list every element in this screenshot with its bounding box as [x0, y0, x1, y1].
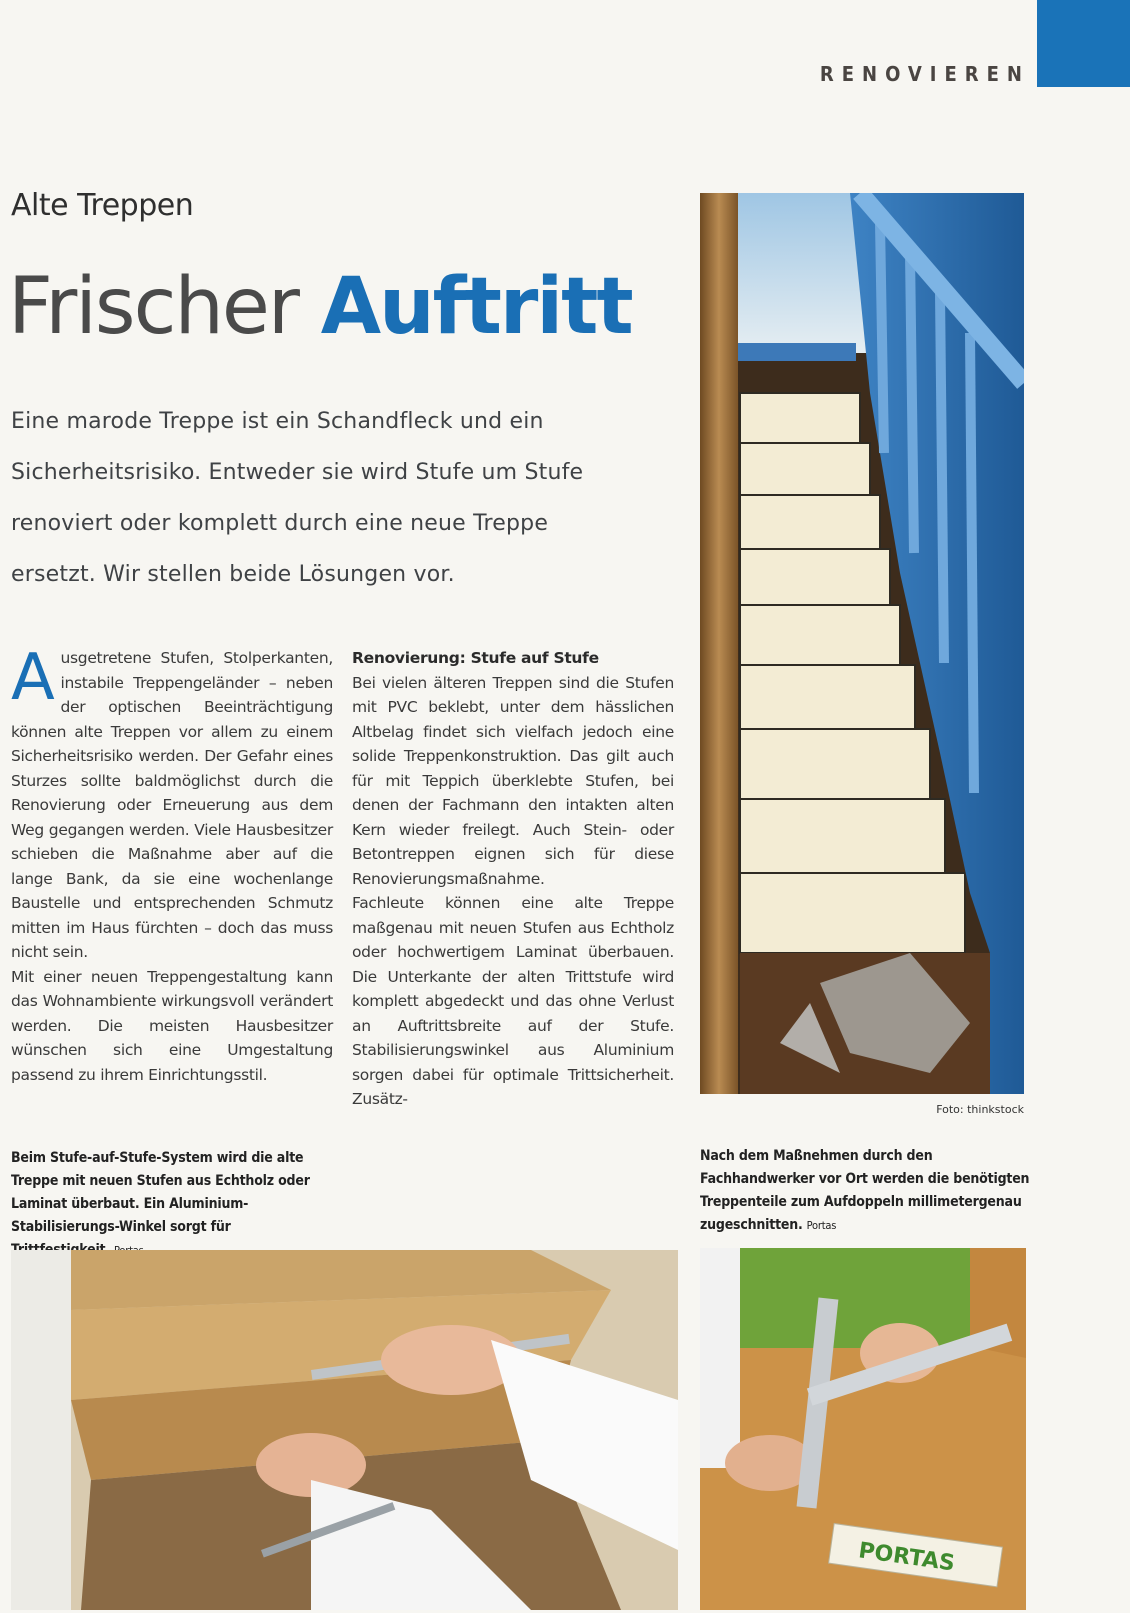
caption-right: [700, 1145, 1040, 1237]
headline-part-2: Auftritt: [320, 262, 632, 352]
drop-cap: A: [11, 641, 55, 715]
paragraph-4: Fachleute können eine alte Treppe maßgenau mit neuen Stufen aus Echtholz oder hochwertigem Laminat überbauen. Die Unterkante der alten Trittstufe wird komplett abgedeckt und das ohne Verlust an Auftrittsbreite auf der Stufe. Stabilisierungswinkel aus Aluminium sorgen dabei für optimale Trittsicherheit. Zusätz-: [352, 894, 674, 1108]
headline: [8, 262, 632, 352]
photo-old-stairs: [700, 193, 1024, 1094]
paragraph-2: Mit einer neuen Treppengestaltung kann das Wohnambiente wirkungsvoll verändert werden. Die meisten Hausbesitzer wünschen sich eine Umgestaltung passend zu ihrem Einrichtungsstil.: [11, 967, 333, 1084]
section-label: RENOVIEREN: [819, 62, 1030, 86]
subheading: Renovierung: Stufe auf Stufe: [352, 649, 599, 667]
caption-left-text: Beim Stufe-auf-Stufe-System wird die alte Treppe mit neuen Stufen aus Echtholz oder Laminat überbaut. Ein Aluminium-Stabilisierungs-Winkel sorgt für: [11, 1150, 310, 1235]
intro-text: usgetretene Stufen, Stolperkanten, instabile Treppengeländer – neben der optischen Beeinträchtigung können alte Treppen vor allem zu einem Sicherheitsrisiko werden. Der Gefahr eines Sturzes sollte baldmöglichst durch die Renovierung oder Erneuerung aus dem Weg gegangen werden. Viele Hausbesitzer schieben die Maßnahme aber auf die lange Bank, da sie eine wochenlange Baustelle und entsprechenden Schmutz mitten im Haus fürchten – doch das muss nicht sein.: [11, 649, 333, 961]
photo-new-steps-installation: [11, 1250, 678, 1610]
body-column-middle: [352, 646, 674, 1112]
caption-left: [11, 1147, 341, 1262]
body-column-left: [11, 641, 333, 1087]
headline-part-1: Frischer: [8, 262, 321, 352]
section-color-tab: [1037, 0, 1130, 87]
kicker: Alte Treppen: [11, 188, 194, 223]
caption-right-text: Nach dem Maßnehmen durch den Fachhandwerker vor Ort werden die benötigten Treppenteile zum Aufdoppeln millimetergenau zugeschnitten.: [700, 1148, 1030, 1233]
paragraph-3: Bei vielen älteren Treppen sind die Stufen mit PVC beklebt, unter dem hässlichen Altbelag findet sich vielfach jedoch eine solide Treppenkonstruktion. Das gilt auch für mit Teppich überklebte Stufen, bei denen der Fachmann den intakten alten Kern wieder freilegt. Auch Stein- oder Betontreppen eignen sich für diese Renovierungsmaßnahme.: [352, 673, 674, 888]
ruler-brand-text: PORTAS: [856, 1538, 957, 1577]
paragraph-intro: [11, 641, 333, 965]
caption-right-source: Portas: [806, 1219, 837, 1232]
lead-paragraph: Eine marode Treppe ist ein Schandfleck und ein Sicherheitsrisiko. Entweder sie wird Stufe um Stufe renoviert oder komplett durch eine neue Treppe ersetzt. Wir stellen beide Lösungen vor.: [11, 409, 584, 587]
photo-measuring-tread: [700, 1248, 1026, 1610]
photo-credit: Foto: thinkstock: [936, 1103, 1024, 1116]
